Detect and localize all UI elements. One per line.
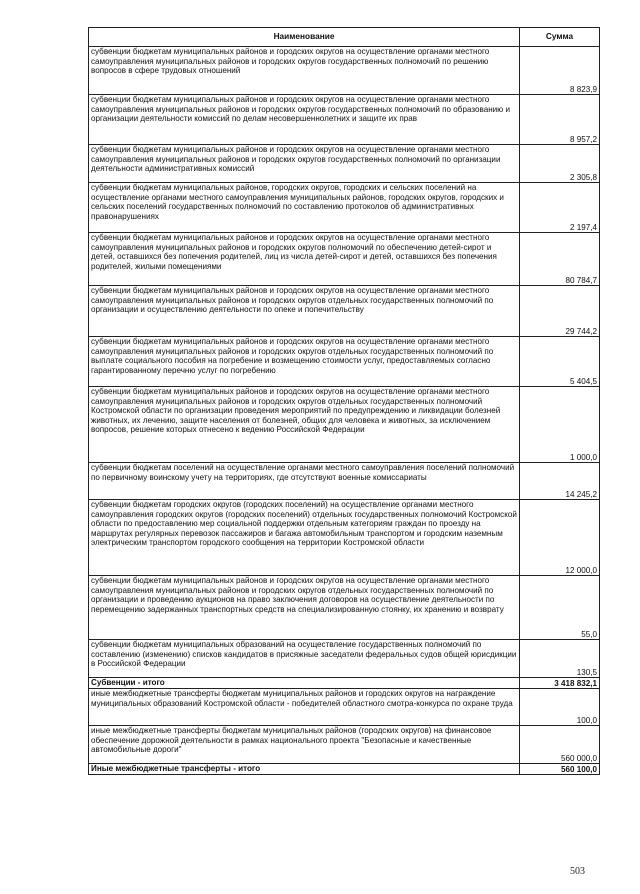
row-name: субвенции бюджетам муниципальных районов и городских округов на осуществление органами местного самоуправления муниципальных районов и городских округов отдельных государственных полномочий по организации и проведению аукционов на право заключения договоров на осуществление деятельности по перемещению задержанных транспортных средств на специализированную стоянку, их хранению и возврату <box>89 576 520 640</box>
total-name: Иные межбюджетные трансферты - итого <box>89 764 520 775</box>
subtotal-sum: 3 418 832,1 <box>520 678 600 689</box>
row-name: субвенции бюджетам муниципальных районов и городских округов на осуществление органами местного самоуправления муниципальных районов и городских округов государственных полномочий по решению вопросов в сфере трудовых отношений <box>89 47 520 95</box>
row-name: субвенции бюджетам муниципальных районов и городских округов на осуществление органами местного самоуправления муниципальных районов и городских округов отдельных государственных полномочий по выплате социального пособия на погребение и возмещению стоимости услуг, предоставляемых согласно гарантированному перечню услуг по погребению <box>89 337 520 387</box>
table-row <box>89 286 600 337</box>
table-row <box>89 47 600 95</box>
table-row <box>89 500 600 576</box>
subtotal-row <box>89 678 600 689</box>
total-sum: 560 100,0 <box>520 764 600 775</box>
row-sum: 8 957,2 <box>520 95 600 145</box>
table-row <box>89 387 600 463</box>
row-name: субвенции бюджетам муниципальных образований на осуществление государственных полномочий по составлению (изменению) списков кандидатов в присяжные заседатели федеральных судов общей юрисдикции в Российской Федерации <box>89 640 520 678</box>
row-sum: 8 823,9 <box>520 47 600 95</box>
column-header-sum: Сумма <box>520 28 600 47</box>
row-name: субвенции бюджетам поселений на осуществление органами местного самоуправления поселений полномочий по первичному воинскому учету на территориях, где отсутствуют военные комиссариаты <box>89 463 520 500</box>
budget-table <box>88 27 600 775</box>
table-row <box>89 95 600 145</box>
row-sum: 12 000,0 <box>520 500 600 576</box>
table-row <box>89 576 600 640</box>
row-name: субвенции бюджетам муниципальных районов и городских округов на осуществление органами местного самоуправления муниципальных районов и городских округов отдельных государственных полномочий по организации и осуществлению деятельности по опеке и попечительству <box>89 286 520 337</box>
table-row <box>89 183 600 233</box>
row-sum: 29 744,2 <box>520 286 600 337</box>
row-name: иные межбюджетные трансферты бюджетам муниципальных районов и городских округов на награждение муниципальных образований Костромской области - победителей областного смотра-конкурса по охране труда <box>89 689 520 726</box>
row-name: субвенции бюджетам муниципальных районов и городских округов на осуществление органами местного самоуправления муниципальных районов и городских округов полномочий по обеспечению детей-сирот и детей, оставшихся без попечения родителей, лиц из числа детей-сирот и детей, оставшихся без попечения родителей, жилыми помещениями <box>89 233 520 286</box>
table-row <box>89 337 600 387</box>
row-sum: 100,0 <box>520 689 600 726</box>
row-name: субвенции бюджетам муниципальных районов и городских округов на осуществление органами местного самоуправления муниципальных районов и городских округов государственных полномочий по организации деятельности административных комиссий <box>89 145 520 183</box>
row-name: субвенции бюджетам муниципальных районов, городских округов, городских и сельских поселений на осуществление органами местного самоуправления муниципальных районов, городских округов, городских и сельских поселений государственных полномочий по составлению протоколов об административных правонарушениях <box>89 183 520 233</box>
table-row <box>89 726 600 764</box>
row-name: иные межбюджетные трансферты бюджетам муниципальных районов (городских округов) на финансовое обеспечение дорожной деятельности в рамках национального проекта "Безопасные и качественные автомобильные дороги" <box>89 726 520 764</box>
row-sum: 14 245,2 <box>520 463 600 500</box>
row-sum: 130,5 <box>520 640 600 678</box>
table-row <box>89 463 600 500</box>
row-name: субвенции бюджетам муниципальных районов и городских округов на осуществление органами местного самоуправления муниципальных районов и городских округов государственных полномочий по образованию и организации деятельности комиссий по делам несовершеннолетних и защите их прав <box>89 95 520 145</box>
row-sum: 1 000,0 <box>520 387 600 463</box>
row-sum: 2 197,4 <box>520 183 600 233</box>
column-header-name: Наименование <box>89 28 520 47</box>
row-sum: 5 404,5 <box>520 337 600 387</box>
row-sum: 80 784,7 <box>520 233 600 286</box>
table-row <box>89 145 600 183</box>
page-number: 503 <box>570 866 585 877</box>
row-sum: 560 000,0 <box>520 726 600 764</box>
row-name: субвенции бюджетам муниципальных районов и городских округов на осуществление органами местного самоуправления муниципальных районов и городских округов отдельных государственных полномочий Костромской области по организации проведения мероприятий по предупреждению и ликвидации болезней животных, их лечению, защите населения от болезней, общих для человека и животных, за исключением вопросов, решение которых отнесено к ведению Российской Федерации <box>89 387 520 463</box>
table-row <box>89 640 600 678</box>
table-header-row <box>89 28 600 47</box>
total-row <box>89 764 600 775</box>
subtotal-name: Субвенции - итого <box>89 678 520 689</box>
table-row <box>89 233 600 286</box>
table-row <box>89 689 600 726</box>
row-sum: 2 305,8 <box>520 145 600 183</box>
row-name: субвенции бюджетам городских округов (городских поселений) на осуществление органами местного самоуправления городских округов (городских поселений) отдельных государственных полномочий Костромской области по предоставлению мер социальной поддержки отдельным категориям граждан по проезду на маршрутах регулярных перевозок пассажиров и багажа автомобильным транспортом и городским наземным электрическим транспортом городского сообщения на территории Костромской области <box>89 500 520 576</box>
row-sum: 55,0 <box>520 576 600 640</box>
